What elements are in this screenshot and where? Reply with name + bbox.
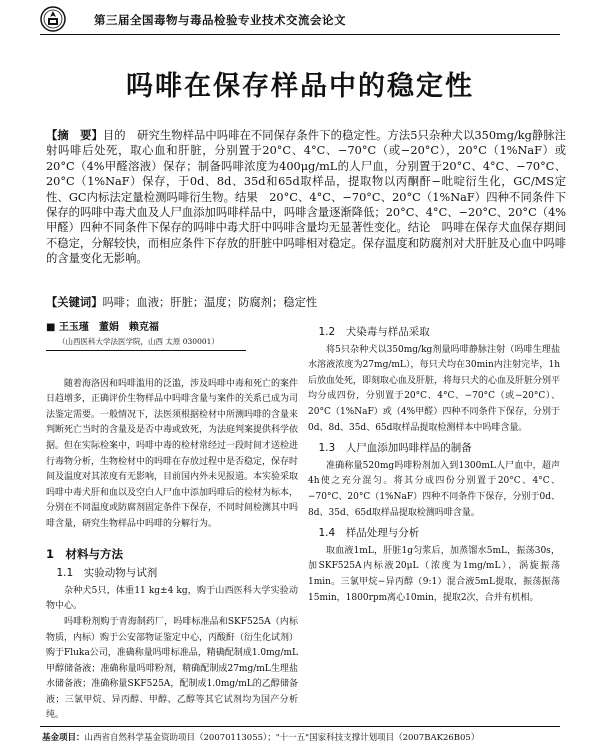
section-1-1-paragraph-2: 吗啡粉剂购于青海制药厂，吗啡标准品和SKF525A（内标物质，内标）购于公安部物证鉴定中心，丙酸酐（衍生化试剂）购于Fluka公司，准确称量吗啡标准品，精确配制成1.0mg/mL甲醇储备液；准确称量吗啡粉剂，精确配制成27mg/mL生理盐水储备液；准确称量SKF525A，配制成1.0mg/mL的乙醇储备液；三氯甲烷、异丙醇、甲醇、乙醇等其它试剂均为国产分析纯。 (46, 616, 299, 721)
abstract-text: 目的 研究生物样品中吗啡在不同保存条件下的稳定性。方法5只杂种犬以350mg/kg静脉注射吗啡后处死，取心血和肝脏，分别置于20°C、4°C、−70°C（或−20°C），20°C（1%NaF）或20°C（4%甲醛溶液）保存；制备吗啡浓度为400μg/mL的人尸血，分别置于20°C、4°C、−70°C、20°C（1%NaF）保存，于0d、8d、35d和65d取样品，提取物以丙酮酐−吡啶衍生化，GC/MS定性、GC内标法定量检测吗啡衍生物。结果 20°C、4°C、−70°C、20°C（1%NaF）四种不同条件下保存的吗啡中毒犬血及人尸血添加吗啡样品中，吗啡含量逐渐降低；20°C、4°C、−20°C、20°C（4%甲醛）四种不同条件下保存的吗啡中毒犬肝中吗啡含量均无显著性变化。结论 吗啡在保存犬血保存期间不稳定，分解较快，而相应条件下存放的肝脏中吗啡相对稳定。保存温度和防腐剂对犬肝脏及心血中吗啡的含量变化无影响。 (46, 129, 566, 266)
section-1-2-heading: 1.2 犬染毒与样品采取 (318, 326, 430, 338)
keywords-text: 吗啡；血液；肝脏；温度；防腐剂；稳定性 (102, 296, 318, 309)
section-1-4-heading: 1.4 样品处理与分析 (318, 527, 420, 540)
section-1-4-paragraph: 取血液1mL，肝脏1g匀浆后，加蒸馏水5mL，振荡30s，加SKF525A内标液20μL（浓度为1mg/mL），涡旋振荡1min。三氯甲烷−异丙醇（9:1）混合液5mL提取，振荡振荡15min，1800rpm离心10min，提取2次，合并有机相。 (308, 545, 560, 603)
header-title: 第三届全国毒物与毒品检验专业技术交流会论文 (94, 13, 346, 27)
abstract-label: 【摘 要】 (46, 128, 103, 142)
section-1-2-paragraph: 将5只杂种犬以350mg/kg剂量吗啡静脉注射（吗啡生理盐水溶液浓度为27mg/mL），每只犬均在30min内注射完毕，1h后放血处死，即刻取心血及肝脏，将每只犬的心血及肝脏分别平均分成四份，分别置于20°C、4°C、−70°C（或−20°C）、20°C（1%NaF）或（4%甲醛）四种不同条件下保存，分别于0d、8d、35d、65d取样品提取检测样本中吗啡含量。 (308, 344, 561, 433)
abstract (46, 128, 566, 267)
section-1-1-paragraph-1: 杂种犬5只，体重11 kg±4 kg，购于山西医科大学实验动物中心。 (46, 585, 298, 612)
keywords-label: 【关键词】 (46, 295, 103, 309)
section-1-3-heading: 1.3 人尸血添加吗啡样品的制备 (318, 442, 472, 455)
section-1-1-heading: 1.1 实验动物与试剂 (56, 567, 158, 580)
section-1-heading: 1 材料与方法 (46, 546, 124, 561)
paper-title: 吗啡在保存样品中的稳定性 (126, 71, 474, 102)
funding-text: 山西省自然科学基金资助项目（20070113055）；"十一五"国家科技支撑计划项目（2007BAK26B05） (84, 733, 480, 743)
conference-logo-icon (40, 6, 66, 32)
footer-divider (40, 726, 560, 727)
author-affiliation: （山西医科大学法医学院，山西 太原 030001） (58, 336, 219, 346)
keywords (46, 295, 566, 310)
running-header (40, 6, 560, 34)
author-divider (46, 350, 246, 351)
section-1-3-paragraph: 准确称量520mg吗啡粉剂加入到1300mL人尸血中，超声4h使之充分混匀。将其分成四份分别置于20°C、4°C、−70°C、20°C（1%NaF）四种不同条件下保存，分别于0d、8d、35d、65d取样品提取检测吗啡含量。 (308, 460, 560, 518)
funding-footnote (42, 731, 479, 743)
intro-paragraph: 随着海洛因和吗啡滥用的泛滥，涉及吗啡中毒和死亡的案件日趋增多，正确评价生物样品中吗啡含量与案件的关系已成为司法鉴定需要。一般情况下，法医须根据检材中所测吗啡的含量来判断死亡当时的含量及是否中毒或致死，为法庭判案提供科学依据。但在实际检案中，吗啡中毒的检材常经过一段时间才送检进行毒物分析，生物检材中的吗啡在存放过程中是否稳定，保存时间及温度对其浓度有无影响，目前国内外未见报道。本实验采取吗啡中毒犬肝和血以及空白人尸血中添加吗啡后的检材为标本，分别在不同温度或防腐剂固定条件下保存，不同时间检测其中吗啡含量，研究生物样品中吗啡的分解行为。 (46, 378, 299, 529)
funding-label: 基金项目： (42, 733, 85, 743)
right-column (308, 320, 560, 606)
header-divider (40, 34, 560, 35)
left-column (46, 320, 298, 724)
author-names: ■ 王玉瑾 董娟 赖克福 (46, 322, 159, 333)
